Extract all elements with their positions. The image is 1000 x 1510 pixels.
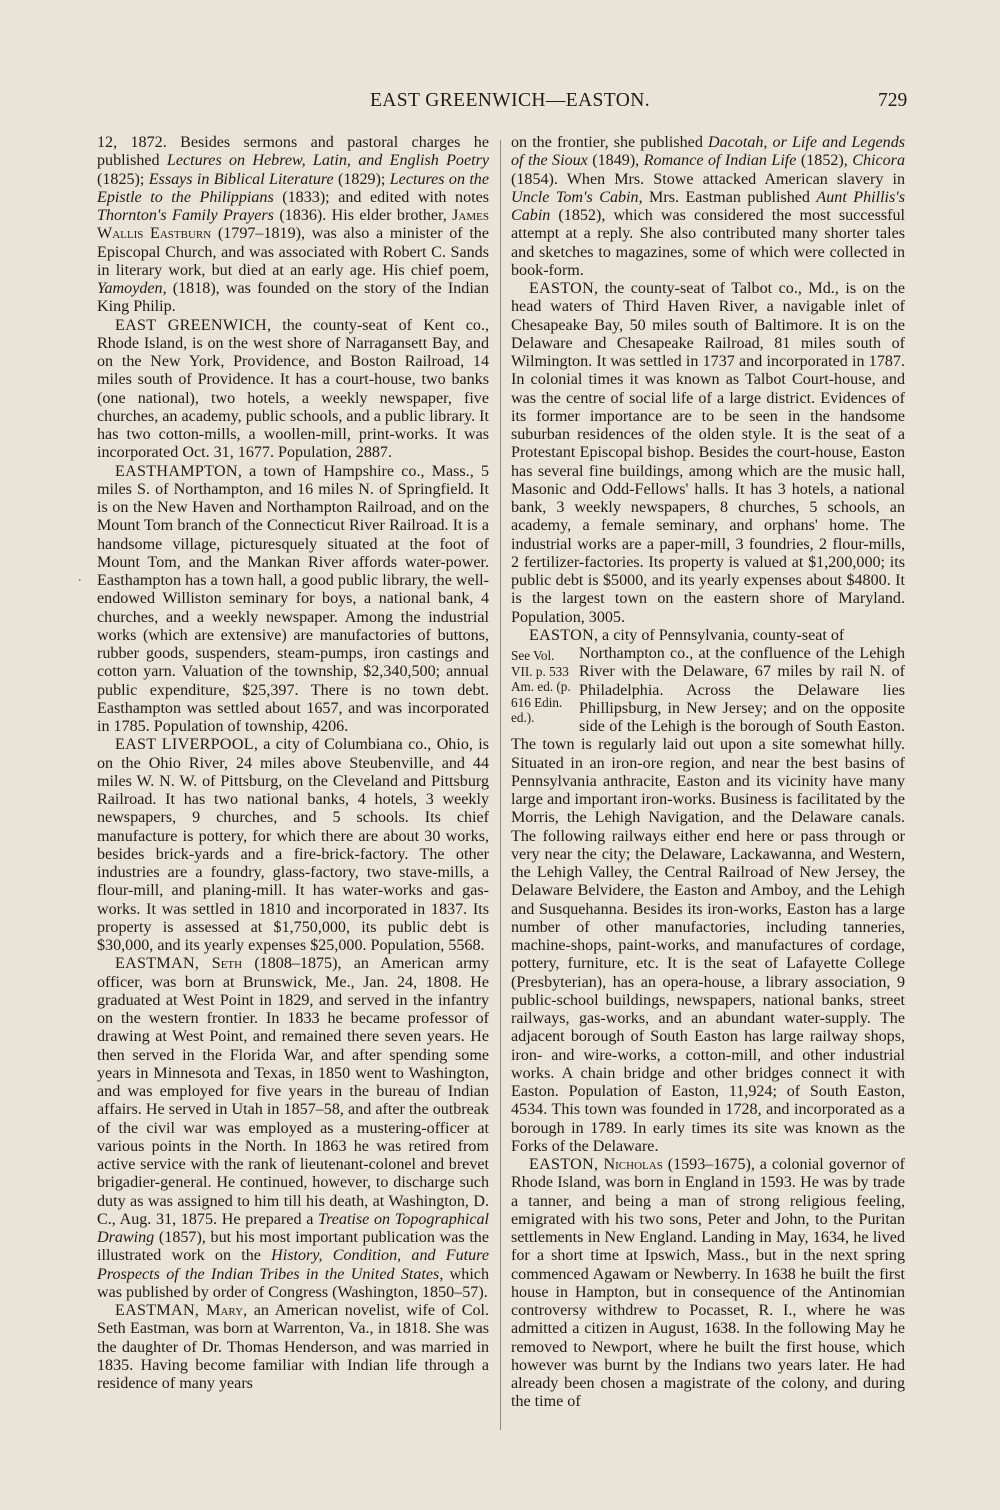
headword: EASTON, xyxy=(529,1156,604,1173)
entry-easton-maryland: EASTON, the county-seat of Talbot co., Md., is on the head waters of Third Haven River, a navigable inlet of Chesapeake Bay, 50 miles south of Baltimore. It is on the Delaware and Chesapeake Railroad, 81 miles south of Wilmington. It was settled in 1737 and incorporated in 1787. In colonial times it was known as Talbot Court-house, and was the centre of social life of a large district. Evidences of its former importance are to be seen in the handsome suburban residences of the olden style. It is the seat of a Protestant Episcopal bishop. Besides the court-house, Easton has several fine buildings, among which are the music hall, Masonic and Odd-Fellows' halls. It has 3 hotels, a national bank, 3 weekly newspapers, 8 churches, 5 schools, an academy, a female seminary, and orphans' home. The industrial works are a paper-mill, 3 foundries, 2 flour-mills, 2 fertilizer-factories. Its property is valued at $1,200,000; its public debt is $5000, and its yearly expenses about $4800. It is the largest town on the eastern shore of Maryland. Population, 3005. xyxy=(511,280,905,626)
column-divider xyxy=(500,140,501,1430)
entry-eastman-mary-continued: on the frontier, she published Dacotah, or Life and Legends of the Sioux (1849), Romance of Indian Life (1852), Chicora (1854). When Mrs. Stowe attacked American slavery in Uncle Tom's Cabin, Mrs. Eastman published Aunt Phillis's Cabin (1852), which was considered the most successful attempt at a reply. She also contributed many shorter tales and sketches to magazines, some of which were collected in book-form. xyxy=(511,134,906,279)
headword: EASTON xyxy=(529,626,594,644)
headword: EAST GREENWICH xyxy=(115,316,267,334)
left-column xyxy=(97,134,489,1393)
running-title: EAST GREENWICH—EASTON. xyxy=(370,90,650,111)
entry-eastburn-continued: 12, 1872. Besides sermons and pastoral charges he published Lectures on Hebrew, Latin, and English Poetry (1825); Essays in Biblical Literature (1829); Lectures on the Epistle to the Philippians (1833); and edited with notes Thornton's Family Prayers (1836). His elder brother, James Wallis Eastburn (1797–1819), was also a minister of the Episcopal Church, and was associated with Robert C. Sands in literary work, but died at an early age. His chief poem, Yamoyden, (1818), was founded on the story of the Indian King Philip. xyxy=(97,134,489,316)
headword: EAST LIVERPOOL xyxy=(115,736,254,754)
entry-easton-nicholas: EASTON, Nicholas (1593–1675), a colonial governor of Rhode Island, was born in England in 1593. He was by trade a tanner, and being a man of strong religious feeling, emigrated with his two sons, Peter and John, to the Puritan settlements in New England. Landing in May, 1634, he lived for a short time at Ipswich, Mass., but in the next spring commenced Agawam or Newberry. In 1638 he built the first house in Hampton, but in consequence of the Antinomian controversy withdrew to Pocasset, R. I., where he was admitted a citizen in August, 1638. In the following May he removed to Newport, where he built the first house, which however was burnt by the Indians two years later. He had already been chosen a magistrate of the colony, and during the time of xyxy=(511,1156,905,1411)
entry-east-greenwich: EAST GREENWICH, the county-seat of Kent co., Rhode Island, is on the west shore of Narragansett Bay, and on the New York, Providence, and Boston Railroad, 14 miles south of Providence. It has a court-house, two banks (one national), two hotels, a weekly newspaper, five churches, an academy, public schools, and a public library. It has two cotton-mills, a woollen-mill, print-works. It was incorporated Oct. 31, 1677. Population, 2887. xyxy=(97,316,489,462)
headword: EASTON xyxy=(529,280,594,297)
entry-east-liverpool: EAST LIVERPOOL, a city of Columbiana co., Ohio, is on the Ohio River, 24 miles above Steubenville, and 44 miles W. N. W. of Pittsburg, on the Cleveland and Pittsburg Railroad. It has two national banks, 4 hotels, 3 weekly newspapers, 9 churches, and 5 schools. Its chief manufacture is pottery, for which there are about 30 works, besides brick-yards and a fire-brick-factory. The other industries are a foundry, glass-factory, two stave-mills, a flour-mill, and planing-mill. It has water-works and gas-works. It was settled in 1810 and incorporated in 1837. Its property is assessed at $1,750,000, its public debt is $30,000, and its yearly expenses $25,000. Population, 5568. xyxy=(97,736,489,954)
headword: EASTMAN, xyxy=(115,1302,207,1319)
entry-eastman-seth: EASTMAN, Seth (1808–1875), an American army officer, was born at Brunswick, Me., Jan. 24, 1808. He graduated at West Point in 1829, and served in the infantry on the western frontier. In 1833 he became professor of drawing at West Point, and remained there seven years. He then served in the Florida War, and after spending some years in Minnesota and Texas, in 1850 went to Washington, and was employed for five years in the bureau of Indian affairs. He served in Utah in 1857–58, and after the outbreak of the civil war was employed as a mustering-officer at various points in the North. In 1863 he was retired from active service with the rank of lieutenant-colonel and brevet brigadier-general. He continued, however, to discharge such duty as was assigned to him till his death, at Washington, D. C., Aug. 31, 1875. He prepared a Treatise on Topographical Drawing (1857), but his most important publication was the illustrated work on the History, Condition, and Future Prospects of the Indian Tribes in the United States, which was published by order of Congress (Washington, 1850–57). xyxy=(97,955,489,1301)
headword: EASTMAN, xyxy=(115,955,212,973)
page-header xyxy=(0,90,1000,120)
margin-note: See Vol. VII. p. 533 Am. ed. (p. 616 Edin. ed.). xyxy=(511,648,571,726)
page-number: 729 xyxy=(878,90,908,111)
headword: EASTHAMPTON xyxy=(115,462,238,480)
entry-eastman-mary: EASTMAN, Mary, an American novelist, wife of Col. Seth Eastman, was born at Warrenton, Va., in 1818. She was the daughter of Dr. Thomas Henderson, and was married in 1835. Having become familiar with Indian life through a residence of many years xyxy=(97,1302,489,1392)
right-column xyxy=(511,134,905,1412)
entry-easton-pennsylvania: EASTON, a city of Pennsylvania, county-seat of See Vol. VII. p. 533 Am. ed. (p. 616 Edin. ed.). Northampton co., at the confluence of the Lehigh River with the Delaware, 67 miles by rail N. of Philadelphia. Across the Delaware lies Phillipsburg, in New Jersey; and on the opposite side of the Lehigh is the borough of South Easton. The town is regularly laid out upon a site somewhat hilly. Situated in an iron-ore region, and near the best basins of Pennsylvania anthracite, Easton and its vicinity have many large and important iron-works. Business is facilitated by the Morris, the Lehigh Navigation, and the Delaware canals. The following railways either end here or pass through or very near the city; the Delaware, Lackawanna, and Western, the Lehigh Valley, the Central Railroad of New Jersey, the Delaware Belvidere, the Easton and Amboy, and the Lehigh and Susquehanna. Besides its iron-works, Easton has a large number of other manufactories, including tanneries, machine-shops, paint-works, and manufactures of cordage, pottery, furniture, etc. It is the seat of Lafayette College (Presbyterian), has an opera-house, a library association, 9 public-school buildings, newspapers, national banks, street railways, gas-works, and an abundant water-supply. The adjacent borough of South Easton has large railway shops, iron- and wire-works, a cotton-mill, and other industrial works. A chain bridge and other bridges connect it with Easton. Population of Easton, 11,924; of South Easton, 4534. This town was founded in 1728, and incorporated as a borough in 1789. In early times its site was known as the Forks of the Delaware. xyxy=(511,626,905,1155)
stray-mark: . xyxy=(78,570,82,585)
entry-easthampton: EASTHAMPTON, a town of Hampshire co., Mass., 5 miles S. of Northampton, and 16 miles N. of Springfield. It is on the New Haven and Northampton Railroad, and on the Mount Tom branch of the Connecticut River Railroad. It is a handsome village, picturesquely situated at the foot of Mount Tom, and the Mankan River affords water-power. Easthampton has a town hall, a good public library, the well-endowed Williston seminary for boys, a national bank, 4 churches, and a weekly newspaper. Among the industrial works (which are extensive) are manufactories of buttons, rubber goods, suspenders, steam-pumps, iron castings and cotton yarn. Valuation of the township, $2,340,500; annual public expenditure, $25,397. There is no town debt. Easthampton was settled about 1657, and was incorporated in 1785. Population of township, 4206. xyxy=(97,462,489,735)
